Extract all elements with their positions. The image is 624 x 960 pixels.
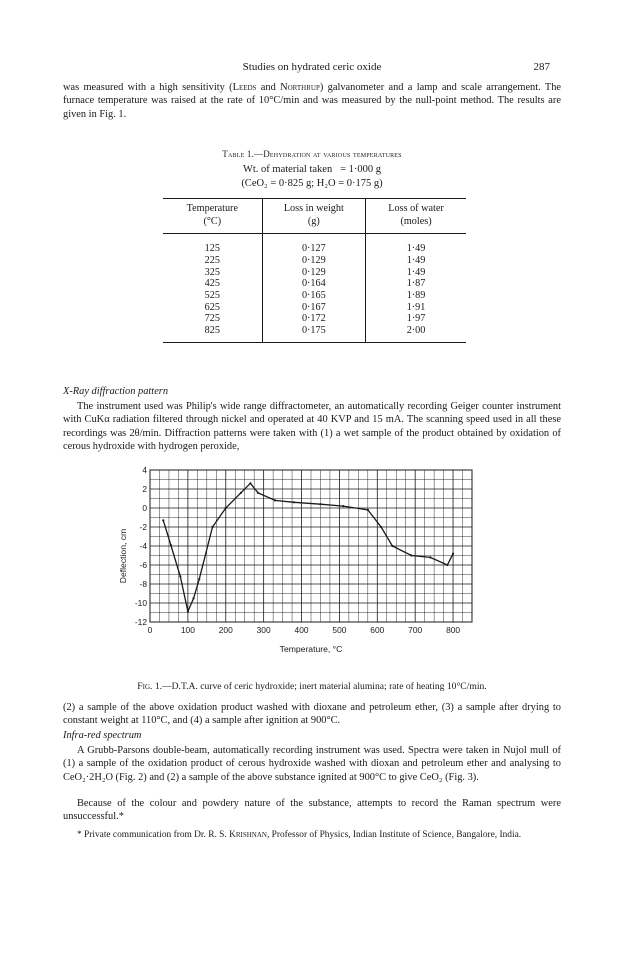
running-title: Studies on hydrated ceric oxide — [242, 61, 382, 73]
intro-leeds: Leeds — [232, 82, 257, 93]
after-figure-paragraph: (2) a sample of the above oxidation product washed with dioxane and petroleum ether, (3) a sample after drying to constant weight at 110°C, and (4) a sample after ignition at 900°C. — [63, 702, 561, 727]
curve-point — [410, 554, 412, 556]
cell-loss-weight: 0·127 — [262, 243, 365, 255]
figure-label: Fig. 1 — [137, 681, 160, 692]
curve-point — [446, 564, 448, 566]
cell-loss-water: 1·91 — [406, 301, 426, 313]
curve-point — [319, 503, 321, 505]
ir-paragraph-1: A Grubb-Parsons double-beam, automatically recording instrument was used. Spectra were taken in Nujol mull of (1) a sample of the oxidation product of cerous hydroxide washed with dioxan and petroleum ether and analysing to CeO₂·2H₂O (Fig. 2) and (2) a sample of the above substance ignited at 900°C to give CeO₂ (Fig. 3). — [63, 745, 561, 783]
x-tick-label: 700 — [408, 625, 423, 635]
table-composition-line: (CeO₂ = 0·825 g; H₂O = 0·175 g) — [241, 178, 383, 189]
col-temperature-label: Temperature — [186, 203, 238, 214]
col-loss-weight-label: Loss in weight — [283, 203, 344, 214]
curve-point — [179, 575, 181, 577]
col-loss-weight-unit: (g) — [307, 215, 320, 227]
y-tick-label: -6 — [139, 560, 147, 570]
x-tick-labels — [148, 625, 461, 635]
cell-temperature: 325 — [204, 266, 220, 278]
curve-point — [257, 492, 259, 494]
footnote-text-1: * Private communication from Dr. R. S. — [77, 830, 230, 840]
col-temperature-unit: (°C) — [203, 215, 222, 227]
y-tick-label: 2 — [142, 484, 147, 494]
curve-point — [187, 610, 189, 612]
figure-caption — [0, 681, 624, 692]
table-material-line: Wt. of material taken = 1·000 g — [242, 164, 381, 175]
x-tick-label: 300 — [256, 625, 271, 635]
x-tick-label: 800 — [446, 625, 461, 635]
chart-grid — [150, 470, 472, 622]
cell-loss-water: 1·97 — [406, 313, 426, 325]
cell-temperature: 825 — [204, 325, 220, 337]
footnote — [63, 829, 561, 841]
x-tick-label: 0 — [147, 625, 153, 635]
y-tick-label: -4 — [139, 541, 147, 551]
cell-loss-weight: 0·167 — [262, 302, 365, 314]
x-tick-label: 400 — [294, 625, 309, 635]
intro-northrup: Northrup — [280, 82, 320, 93]
curve-point — [198, 578, 200, 580]
cell-loss-water: 1·49 — [406, 254, 426, 266]
curve-point — [249, 482, 251, 484]
y-tick-labels — [135, 465, 147, 627]
curve-point — [211, 526, 213, 528]
y-tick-label: 4 — [142, 465, 147, 475]
curve-point — [380, 526, 382, 528]
table-caption: Table 1.—Dehydration at various temperatures — [222, 149, 402, 159]
footnote-text-2: , Professor of Physics, Indian Institute of Science, Bangalore, India. — [266, 830, 522, 840]
curve-point — [240, 492, 242, 494]
curve-point — [274, 499, 276, 501]
cell-temperature: 525 — [204, 290, 220, 301]
curve-point — [162, 519, 164, 521]
ir-paragraph-2: Because of the colour and powdery nature of the substance, attempts to record the Raman spectrum were unsuccessful.* — [63, 798, 561, 823]
cell-loss-water: 1·87 — [406, 278, 426, 290]
x-tick-label: 100 — [180, 625, 195, 635]
ir-heading: Infra-red spectrum — [63, 730, 142, 741]
cell-loss-weight: 0·165 — [262, 290, 365, 302]
intro-text-1: was measured with a high sensitivity ( — [63, 82, 233, 93]
cell-temperature: 625 — [204, 301, 220, 313]
cell-loss-weight: 0·164 — [262, 278, 365, 290]
curve-point — [225, 507, 227, 509]
curve-point — [391, 545, 393, 547]
xray-heading: X-Ray diffraction pattern — [63, 386, 169, 397]
cell-temperature: 425 — [204, 278, 220, 290]
cell-temperature: 225 — [204, 254, 220, 266]
curve-point — [342, 505, 344, 507]
curve-point — [367, 509, 369, 511]
y-tick-label: -8 — [139, 579, 147, 589]
y-tick-label: -2 — [139, 522, 147, 532]
x-tick-label: 200 — [218, 625, 233, 635]
col-loss-water-label: Loss of water — [388, 203, 444, 214]
figure-caption-text: .—D.T.A. curve of ceric hydroxide; inert material alumina; rate of heating 10°C/min. — [159, 681, 487, 692]
cell-loss-water: 1·49 — [406, 243, 426, 255]
y-tick-label: -12 — [134, 617, 147, 627]
curve-point — [293, 501, 295, 503]
y-tick-label: 0 — [142, 503, 147, 513]
cell-loss-weight: 0·129 — [262, 255, 365, 267]
intro-and: and — [256, 82, 281, 93]
xray-paragraph: The instrument used was Philip's wide range diffractometer, an automatically recording Geiger counter instrument with CuKα radiation filtered through nickel and operated at 40 KVP and 15 mA. The scanning speed used in all these recordings was 2θ/min. Diffraction patterns were taken with (1) a wet sample of the product obtained by oxidation of cerous hydroxide with hydrogen peroxide, — [63, 401, 561, 453]
y-axis-label: Deflection, cm — [118, 528, 128, 584]
cell-temperature: 125 — [204, 243, 220, 255]
col-loss-water-unit: (moles) — [400, 215, 432, 227]
cell-loss-weight: 0·129 — [262, 267, 365, 279]
intro-text-2: ) galvanometer and a lamp and scale arrangement. The furnace temperature was raised at the rate of 10°C/min and was measured by the null-point method. The results are given in Fig. 1. — [63, 82, 562, 120]
cell-loss-water: 1·49 — [406, 266, 426, 278]
x-axis-label: Temperature, °C — [279, 644, 343, 654]
footnote-name: Krishnan — [229, 830, 267, 840]
cell-loss-weight: 0·172 — [262, 313, 365, 325]
curve-point — [429, 556, 431, 558]
cell-loss-water: 2·00 — [406, 325, 426, 337]
curve-points — [162, 482, 454, 612]
cell-loss-water: 1·89 — [406, 290, 426, 301]
y-tick-label: -10 — [134, 598, 147, 608]
curve-point — [170, 544, 172, 546]
cell-loss-weight: 0·175 — [262, 325, 365, 337]
page-number: 287 — [533, 61, 550, 73]
cell-temperature: 725 — [204, 313, 220, 325]
x-tick-label: 600 — [370, 625, 385, 635]
curve-point — [452, 553, 454, 555]
curve-point — [192, 597, 194, 599]
x-tick-label: 500 — [332, 625, 347, 635]
